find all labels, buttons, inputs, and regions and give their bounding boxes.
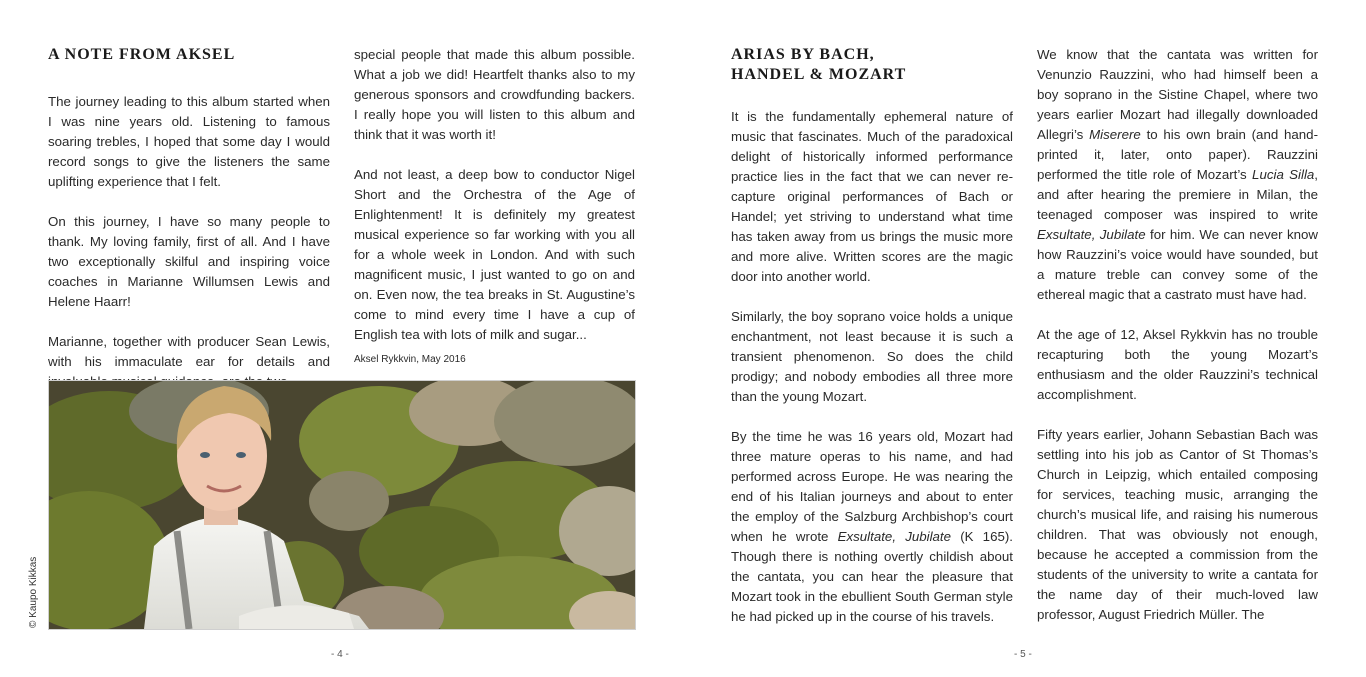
paragraph: Marianne, together with producer Sean Lewis, with his immaculate ear for details and [48, 334, 330, 369]
text-run: By the time he was 16 years old, Mozart had three mature operas to his name, and had performed across Europe. He was nearing the end of his Italian journeys and about to enter the employ of the Salzburg Archbishop’s court when he wrote [731, 429, 1013, 544]
paragraph: On this journey, I have so many people to thank. My loving family, first of all. And I have two exceptionally skilful and inspiring voice coaches in Marianne Willumsen Lewis and Helene Haarr! [48, 214, 330, 309]
section-heading-arias [731, 45, 1013, 85]
left-column-1 [48, 45, 330, 392]
heading-line-1: ARIAS BY BACH, [731, 46, 875, 63]
paragraph: And not least, a deep bow to conductor Nigel Short and the Orchestra of the Age of Enlightenment! It is definitely my greatest musical experience so far working with you all for a whole week in London. And with such magnificent music, I just wanted to go on and on. Even now, the tea breaks in St. Augustine’s come to mind every time I have a cup of English tea with lots of milk and sugar... [354, 167, 635, 342]
text-run: (K 165). Though there is nothing overtly childish about the cantata, you can hear the pleasure that Mozart took in the ebullient South German style he had picked up in the course of his travels. [731, 529, 1013, 624]
text-run: We know that the cantata was written for Venunzio Rauzzini, who had himself been a boy soprano in the Sistine Chapel, where two years earlier Mozart had illegally downloaded Allegri’s [1037, 47, 1318, 142]
paragraph: The journey leading to this album started when I was nine years old. Listening to famous soaring trebles, I hoped that some day I would record songs to give the listeners the same uplifting experience that I felt. [48, 94, 330, 189]
paragraph: special people that made this album possible. What a job we did! Heartfelt thanks also to my generous sponsors and crowdfunding backers. I really hope you will listen to this album and think that it was worth it! [354, 47, 635, 142]
text-run: for him. We can never know how Rauzzini’s voice would have sounded, but a mature treble can convey some of the ethereal magic that a castrato must have had. [1037, 227, 1318, 302]
section-heading-note: A NOTE FROM AKSEL [48, 46, 236, 63]
page-number-right: - 5 - [1014, 649, 1032, 660]
work-title: Exsultate, Jubilate [1037, 227, 1146, 242]
paragraph: Similarly, the boy soprano voice holds a unique enchantment, not least because it is such a transient phenomenon. So does the child prodigy; and nobody embodies all three more than the young Mozart. [731, 309, 1013, 404]
paragraph [731, 427, 1013, 627]
heading-line-2: HANDEL & MOZART [731, 66, 907, 83]
page-number-left: - 4 - [331, 649, 349, 660]
work-title: Lucia Silla [1252, 167, 1315, 182]
text-run: , and after hearing the premiere in Milan, the teenaged composer was inspired to write [1037, 167, 1318, 222]
paragraph: Fifty years earlier, Johann Sebastian Bach was settling into his job as Cantor of St Thomas’s Church in Leipzig, which entailed composing for services, teaching music, arranging the church’s musical life, and raising his numerous children. That was obviously not enough, because he accepted a commission from the students of the university to write a cantata for the name day of their much-loved law professor, August Friedrich Müller. The [1037, 427, 1318, 622]
text-run: to his own brain (and hand-printed it, later, onto paper). Rauzzini performed the title role of Mozart’s [1037, 127, 1318, 182]
photo-credit: © Kaupo Kikkas [28, 556, 39, 628]
paragraph: At the age of 12, Aksel Rykkvin has no trouble recapturing both the young Mozart’s enthusiasm and the older Rauzzini’s technical accomplishment. [1037, 327, 1318, 402]
left-column-2 [354, 45, 635, 367]
right-column-2 [1037, 45, 1318, 625]
work-title: Exsultate, Jubilate [837, 529, 952, 544]
portrait-photo [48, 380, 636, 630]
paragraph [1037, 45, 1318, 305]
work-title: Miserere [1089, 127, 1141, 142]
signature: Aksel Rykkvin, May 2016 [354, 354, 466, 365]
paragraph: It is the fundamentally ephemeral nature of music that fascinates. Much of the paradoxical delight of historically informed performance practice lies in the fact that we can never re-capture original performances of Bach or Handel; yet striving to understand what time has taken away from us brings the music more and more alive. Written scores are the magic door into another world. [731, 109, 1013, 284]
portrait-photo-image [49, 381, 635, 629]
right-column-1 [731, 45, 1013, 627]
